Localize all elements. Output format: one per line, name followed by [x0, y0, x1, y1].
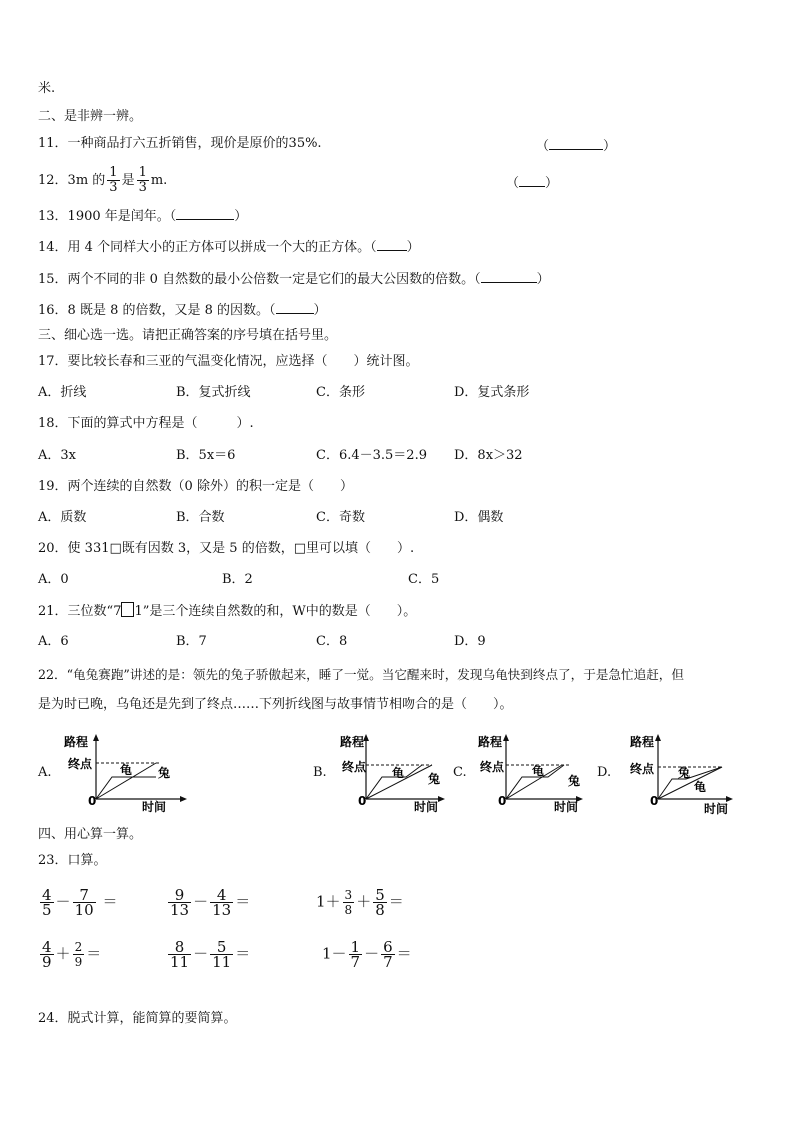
section-4-heading: 四、用心算一算。: [38, 827, 143, 842]
q20-option-a[interactable]: A．0: [38, 572, 69, 587]
section-2-heading: 二、是非辨一辨。: [38, 109, 143, 124]
svg-text:终点: 终点: [342, 760, 367, 774]
question-12: [38, 166, 167, 195]
q22-option-b[interactable]: B.: [313, 765, 327, 780]
q17-option-a[interactable]: A．折线: [38, 385, 87, 400]
svg-text:0: 0: [498, 794, 507, 808]
q19-option-a[interactable]: A．质数: [38, 510, 87, 525]
calc-item-2: $\frac{9}{13}$ － $\frac{4}{13}$ ＝: [170, 886, 251, 919]
q21-option-a[interactable]: A．6: [38, 634, 69, 649]
rabbit-label: 兔: [158, 766, 171, 780]
fraction: $\frac{1}{3}$: [109, 165, 118, 195]
q21-option-d[interactable]: D．9: [454, 634, 486, 649]
x-axis-label: 时间: [142, 800, 167, 813]
answer-blank[interactable]: [276, 301, 314, 314]
calc-item-4: $\frac{4}{9}$ ＋ $\frac{2}{9}$ ＝: [42, 938, 102, 971]
question-14: 14．用 4 个同样大小的正方体可以拼成一个大的正方体。（ ）: [38, 240, 420, 255]
question-16: 16．8 既是 8 的倍数，又是 8 的因数。（ ）: [38, 303, 327, 318]
origin-label: 0: [88, 794, 97, 808]
question-22-line-2: 是为时已晚，乌龟还是先到了终点……下列折线图与故事情节相吻合的是（ ）。: [38, 697, 513, 712]
q21-option-c[interactable]: C．8: [316, 634, 348, 649]
q19-option-d[interactable]: D．偶数: [454, 510, 504, 525]
svg-text:时间: 时间: [704, 802, 729, 815]
svg-text:时间: 时间: [414, 800, 439, 814]
calc-item-5: $\frac{8}{11}$ － $\frac{5}{11}$ ＝: [170, 938, 251, 971]
question-17: 17．要比较长春和三亚的气温变化情况，应选择（ ）统计图。: [38, 354, 419, 369]
q22-option-a[interactable]: A.: [38, 765, 52, 780]
question-13: 13．1900 年是闰年。（ ）: [38, 209, 248, 224]
q22-option-c[interactable]: C.: [453, 765, 467, 780]
svg-text:兔: 兔: [568, 774, 581, 788]
question-20: 20．使 331□既有因数 3，又是 5 的倍数，□里可以填（ ）.: [38, 541, 415, 556]
svg-text:路程: 路程: [478, 735, 503, 749]
svg-text:龟: 龟: [392, 766, 405, 780]
paren-right: ）: [603, 139, 617, 154]
top-fragment: 米.: [38, 81, 56, 96]
q18-option-b[interactable]: B．5x＝6: [176, 448, 236, 463]
answer-blank[interactable]: [549, 137, 603, 150]
q20-option-b[interactable]: B．2: [222, 572, 253, 587]
q21-option-b[interactable]: B．7: [176, 634, 207, 649]
q12-mid: 是: [121, 173, 135, 188]
calc-item-1: $\frac{4}{5}$ － $\frac{7}{10}$ ＝: [42, 886, 118, 919]
empty-digit-box[interactable]: [121, 602, 134, 617]
svg-text:0: 0: [650, 794, 659, 808]
graph-a: [60, 733, 188, 813]
svg-text:终点: 终点: [630, 762, 655, 776]
q17-option-b[interactable]: B．复式折线: [176, 385, 251, 400]
graph-b: [336, 733, 448, 815]
end-label: 终点: [68, 757, 93, 771]
answer-blank[interactable]: [519, 174, 545, 187]
svg-text:龟: 龟: [694, 780, 707, 794]
question-24: 24．脱式计算，能简算的要简算。: [38, 1011, 237, 1026]
graph-d: [626, 733, 738, 815]
answer-blank[interactable]: [481, 270, 537, 283]
svg-text:0: 0: [358, 794, 367, 808]
q17-option-d[interactable]: D．复式条形: [454, 385, 530, 400]
calc-item-6: 1－ $\frac{1}{7}$ － $\frac{6}{7}$ ＝: [322, 938, 412, 971]
paren-right: ）: [545, 176, 559, 191]
paren-left: （: [536, 139, 550, 154]
fraction: $\frac{1}{3}$: [138, 165, 147, 195]
question-18: 18．下面的算式中方程是（ ）.: [38, 416, 254, 431]
calc-item-3: 1＋ $\frac{3}{8}$ ＋ $\frac{5}{8}$ ＝: [316, 886, 404, 919]
answer-paren-11[interactable]: [536, 135, 616, 154]
question-11: 11．一种商品打六五折销售，现价是原价的35%.: [38, 136, 322, 151]
svg-text:龟: 龟: [532, 764, 545, 778]
graph-c: [474, 733, 586, 815]
y-axis-label: 路程: [64, 735, 89, 749]
svg-text:路程: 路程: [340, 735, 365, 749]
answer-paren-12[interactable]: [506, 172, 558, 191]
svg-text:路程: 路程: [630, 735, 655, 749]
q19-option-b[interactable]: B．合数: [176, 510, 225, 525]
q19-option-c[interactable]: C．奇数: [316, 510, 365, 525]
svg-text:兔: 兔: [678, 766, 691, 780]
q22-option-d[interactable]: D.: [597, 765, 612, 780]
q18-option-c[interactable]: C．6.4－3.5＝2.9: [316, 448, 427, 463]
q20-option-c[interactable]: C．5: [408, 572, 440, 587]
q18-option-d[interactable]: D．8x＞32: [454, 448, 523, 463]
svg-text:时间: 时间: [554, 800, 579, 814]
question-23-title: 23．口算。: [38, 853, 107, 868]
question-22-line-1: 22．“龟兔赛跑”讲述的是：领先的兔子骄傲起来，睡了一觉。当它醒来时，发现乌龟快到终点了，于是急忙追赶，但: [38, 667, 684, 682]
question-15: 15．两个不同的非 0 自然数的最小公倍数一定是它们的最大公因数的倍数。（ ）: [38, 272, 550, 287]
section-3-heading: 三、细心选一选。请把正确答案的序号填在括号里。: [38, 328, 338, 343]
q17-option-c[interactable]: C．条形: [316, 385, 365, 400]
q12-suffix: m.: [150, 173, 168, 188]
svg-text:兔: 兔: [428, 772, 441, 786]
answer-blank[interactable]: [176, 207, 234, 220]
svg-text:终点: 终点: [480, 760, 505, 774]
paren-left: （: [506, 176, 520, 191]
question-21: 21．三位数“7 1”是三个连续自然数的和，W中的数是（ ）。: [38, 604, 417, 619]
turtle-label: 龟: [120, 763, 133, 777]
question-19: 19．两个连续的自然数（0 除外）的积一定是（ ）: [38, 479, 353, 494]
q12-prefix: 12．3m 的: [38, 173, 106, 188]
answer-blank[interactable]: [377, 238, 407, 251]
q18-option-a[interactable]: A．3x: [38, 448, 76, 463]
